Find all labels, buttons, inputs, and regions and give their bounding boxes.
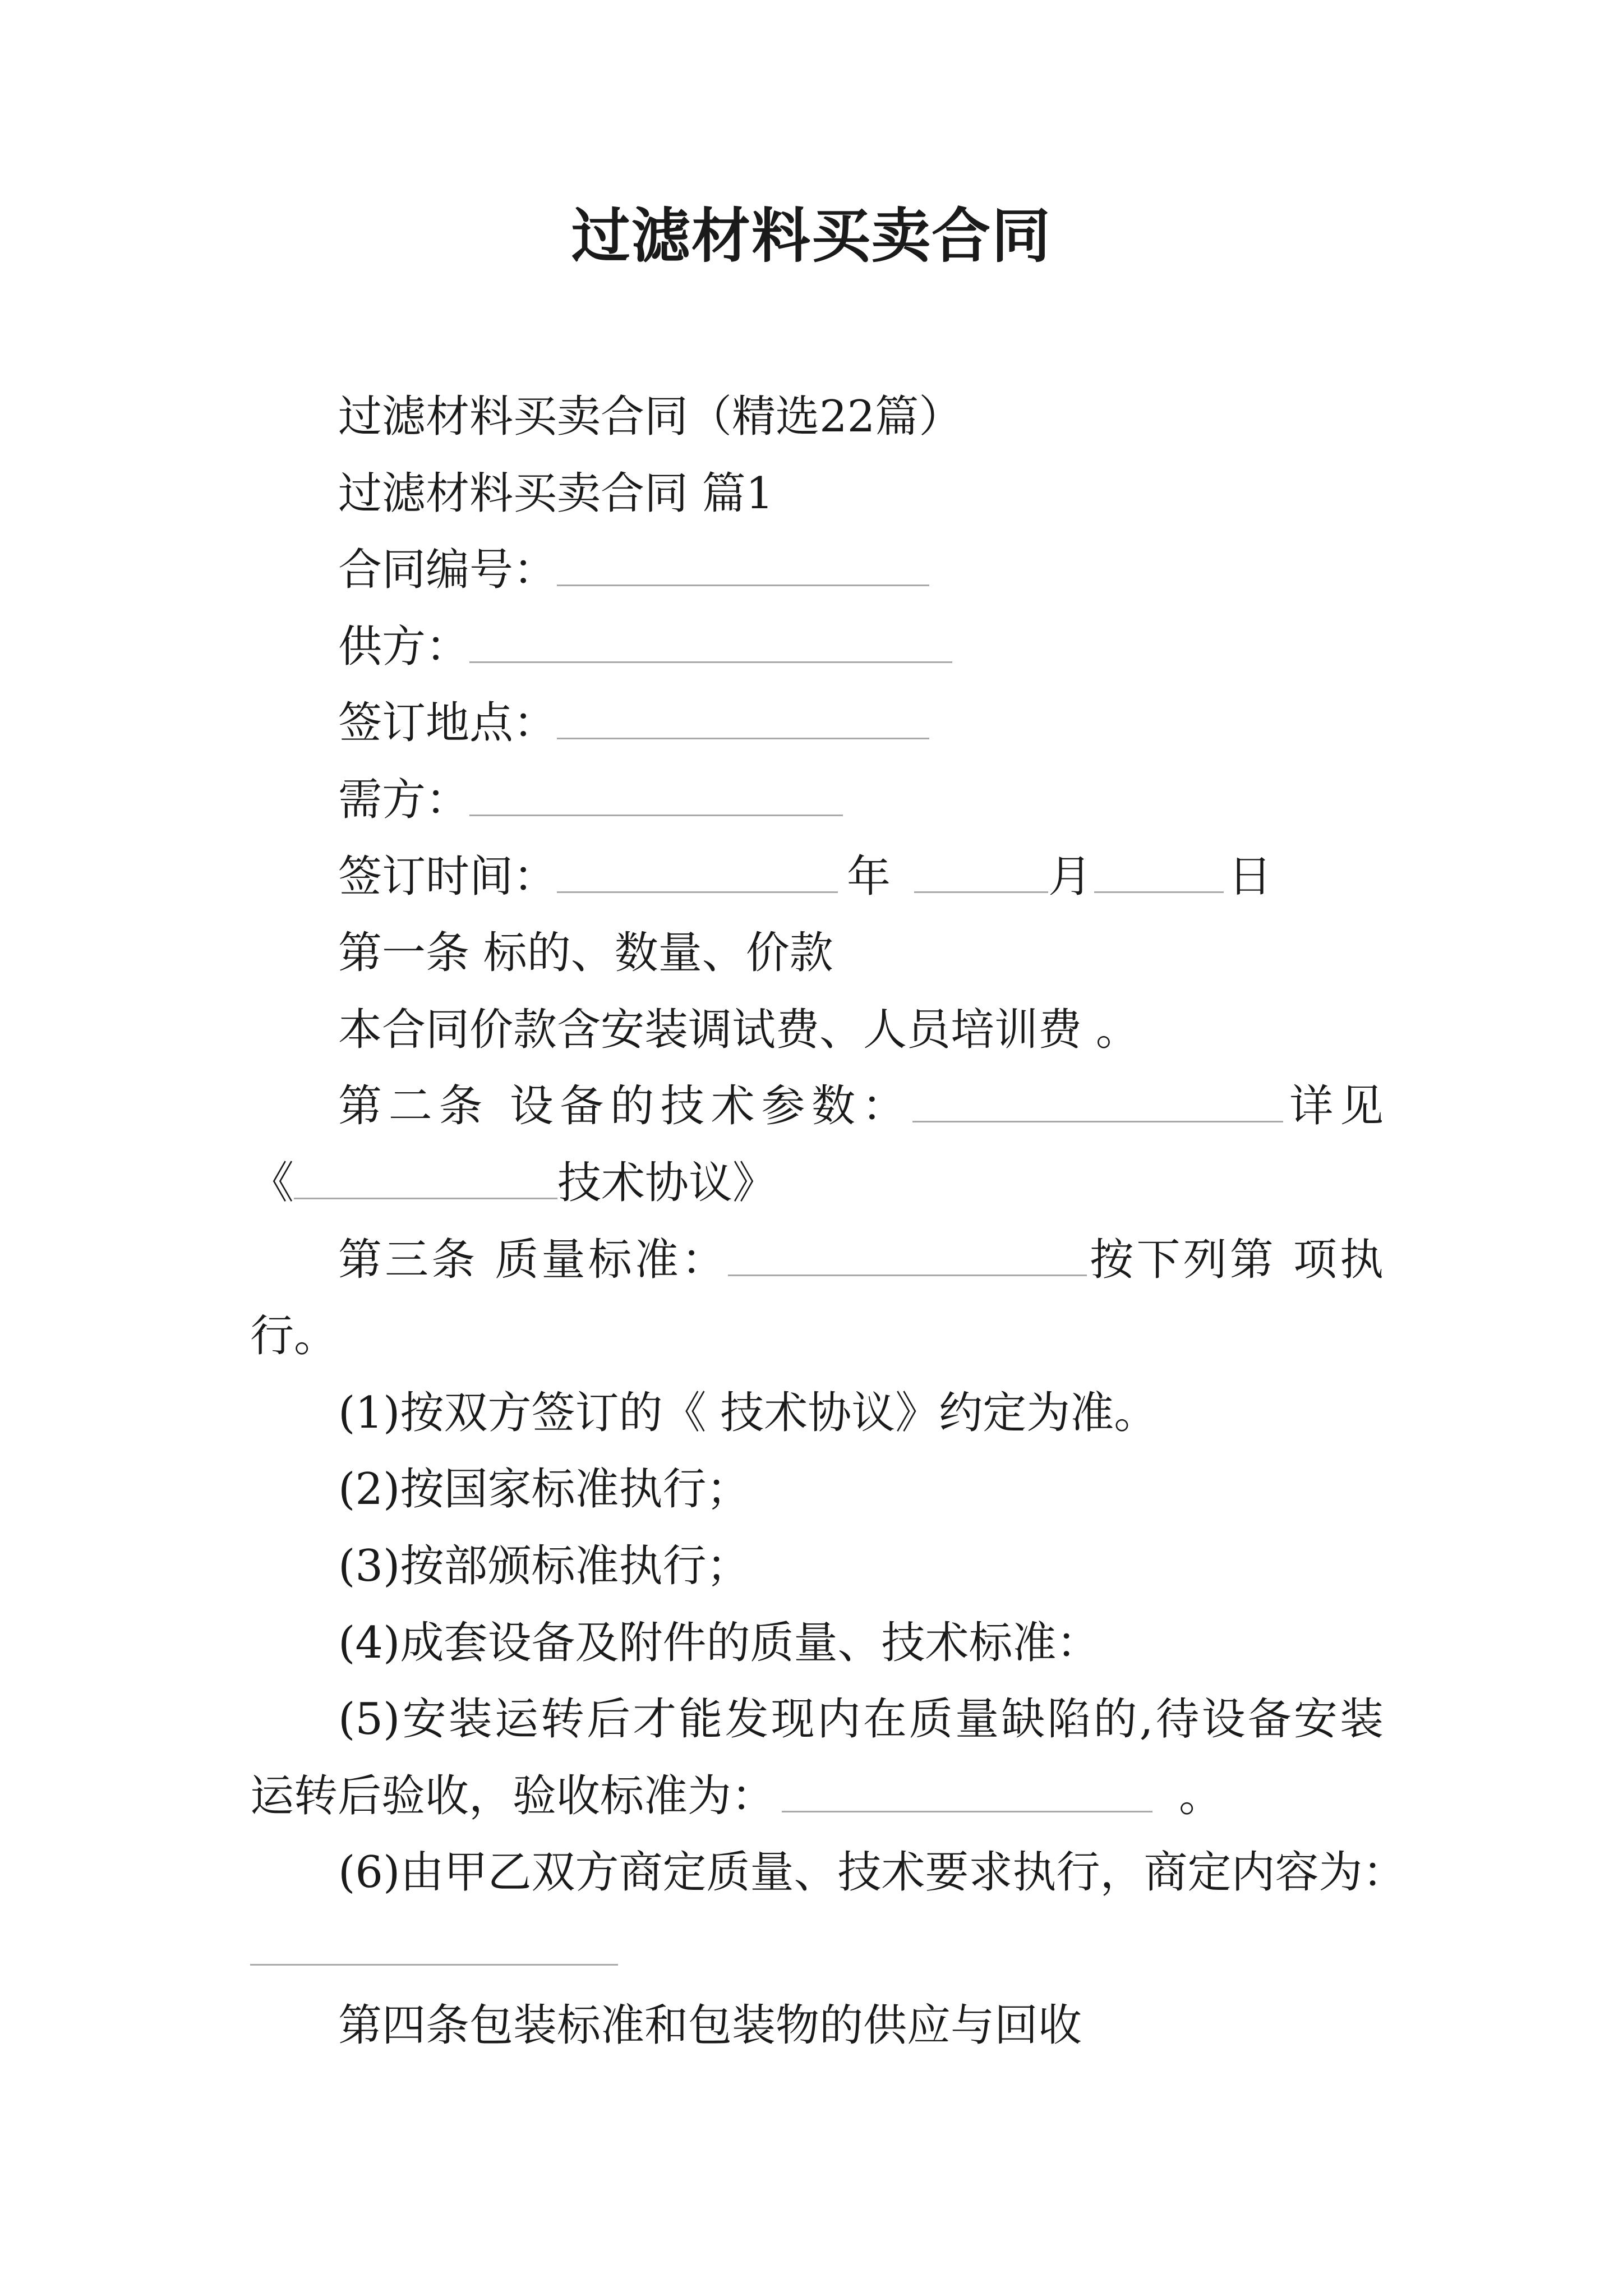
agreement-open-mark: 《 xyxy=(250,1157,294,1208)
sign-date-label: 签订时间： xyxy=(338,851,557,902)
year-unit: 年 xyxy=(847,851,891,902)
article3-item-3: (3)按部颁标准执行； xyxy=(338,1540,750,1591)
buyer-row xyxy=(250,762,1384,839)
article2-suffix: 详见 xyxy=(1283,1081,1384,1132)
article3-item-5-part2: 运转后验收，验收标准为： xyxy=(250,1770,776,1821)
contract-number-label: 合同编号： xyxy=(338,545,557,596)
article4-heading: 第四条包装标准和包装物的供应与回收 xyxy=(338,2000,1082,2051)
article1-text: 本合同价款含安装调试费、人员培训费 。 xyxy=(338,1004,1140,1055)
month-unit: 月 xyxy=(1048,851,1092,902)
agreement-name-blank xyxy=(294,1197,557,1199)
supplier-row xyxy=(250,609,1384,685)
article2-agreement-row xyxy=(250,1145,1384,1222)
collection-heading: 过滤材料买卖合同（精选22篇） xyxy=(338,392,963,442)
article2-label: 第二条 设备的技术参数： xyxy=(338,1081,912,1132)
sign-place-blank xyxy=(557,737,929,739)
agreement-close-text: 技术协议》 xyxy=(557,1157,777,1208)
buyer-label: 需方： xyxy=(338,774,470,825)
article3-item-5-part2-row xyxy=(250,1758,1384,1835)
contract-number-blank xyxy=(557,584,929,586)
article3-item-5-end: 。 xyxy=(1179,1770,1223,1821)
sign-day-blank xyxy=(1094,891,1224,893)
acceptance-standard-blank xyxy=(782,1810,1152,1812)
article3-suffix-part1: 按下列第 项执 xyxy=(1087,1234,1384,1285)
article1-heading: 第一条 标的、数量、价款 xyxy=(338,928,833,979)
article3-item-4: (4)成套设备及附件的质量、技术标准： xyxy=(338,1617,1100,1668)
article2-params-blank xyxy=(912,1120,1283,1122)
document-title: 过滤材料买卖合同 xyxy=(571,201,1052,270)
day-unit: 日 xyxy=(1228,851,1272,902)
article3-standard-blank xyxy=(728,1274,1087,1276)
article3-item-5-part1: (5)安装运转后才能发现内在质量缺陷的,待设备安装 xyxy=(338,1694,1384,1745)
sign-year-blank xyxy=(557,891,838,893)
sign-date-row xyxy=(250,839,1384,915)
article3-item-6-blank-row xyxy=(250,1911,1384,1988)
agreed-content-blank xyxy=(250,1963,618,1966)
document-body xyxy=(250,379,1407,2064)
supplier-blank xyxy=(469,661,952,663)
supplier-label: 供方： xyxy=(338,621,470,672)
article3-suffix-part2: 行。 xyxy=(250,1311,338,1362)
contract-number-row xyxy=(250,532,1384,609)
article3-item-6: (6)由甲乙双方商定质量、技术要求执行，商定内容为： xyxy=(338,1847,1407,1898)
sign-place-label: 签订地点： xyxy=(338,698,557,749)
article2-row xyxy=(250,1068,1384,1145)
article3-label: 第三条 质量标准： xyxy=(338,1234,728,1285)
article3-item-1: (1)按双方签订的《 技术协议》约定为准。 xyxy=(338,1387,1158,1438)
sign-month-blank xyxy=(914,891,1048,893)
article3-item-2: (2)按国家标准执行； xyxy=(338,1464,750,1515)
buyer-blank xyxy=(469,814,843,816)
sign-place-row xyxy=(250,685,1384,762)
article3-row xyxy=(250,1222,1384,1299)
part-heading: 过滤材料买卖合同 篇1 xyxy=(338,468,774,519)
